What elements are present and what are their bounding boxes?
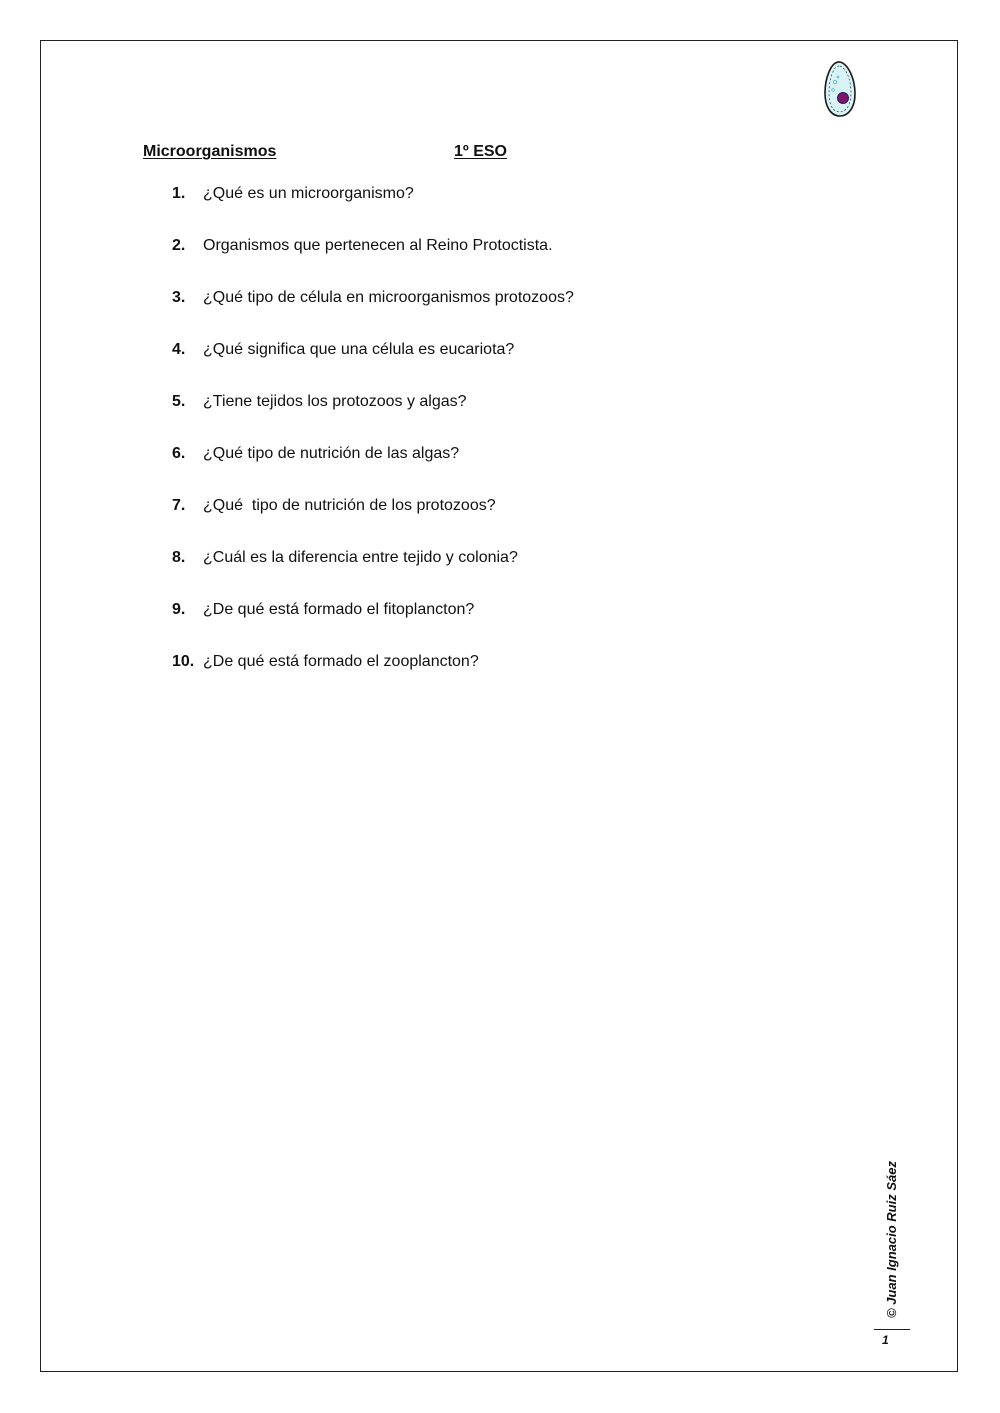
worksheet-header: [143, 141, 507, 163]
question-item: [172, 495, 574, 547]
copyright-notice: © Juan Ignacio Ruiz Sáez: [884, 1161, 899, 1318]
question-text: ¿Tiene tejidos los protozoos y algas?: [203, 393, 467, 410]
question-text: ¿Qué significa que una célula es eucariota?: [203, 341, 515, 358]
question-text: ¿Qué es un microorganismo?: [203, 185, 414, 202]
question-item: [172, 235, 574, 287]
question-item: [172, 547, 574, 599]
question-number: 2.: [172, 237, 186, 254]
question-number: 3.: [172, 289, 186, 306]
question-text: ¿Qué tipo de nutrición de las algas?: [203, 445, 460, 462]
course-level: 1º ESO: [454, 143, 507, 160]
question-text: ¿Qué tipo de célula en microorganismos protozoos?: [203, 289, 574, 306]
nucleus: [838, 93, 849, 104]
question-text: ¿De qué está formado el zooplancton?: [203, 653, 479, 670]
protozoan-cell-icon: [822, 60, 858, 118]
question-number: 5.: [172, 393, 186, 410]
question-number: 10.: [172, 653, 195, 670]
question-list: [172, 183, 574, 703]
footer-divider: [874, 1329, 910, 1330]
question-number: 7.: [172, 497, 186, 514]
question-item: [172, 443, 574, 495]
question-item: [172, 599, 574, 651]
cell-membrane: [825, 62, 855, 116]
worksheet-title: Microorganismos: [143, 143, 277, 160]
question-text: ¿Qué tipo de nutrición de los protozoos?: [203, 497, 496, 514]
question-item: [172, 651, 574, 703]
question-number: 4.: [172, 341, 186, 358]
question-number: 1.: [172, 185, 186, 202]
question-item: [172, 183, 574, 235]
question-item: [172, 287, 574, 339]
question-text: Organismos que pertenecen al Reino Protoctista.: [203, 237, 553, 254]
question-item: [172, 391, 574, 443]
question-number: 8.: [172, 549, 186, 566]
page-number: 1: [882, 1333, 889, 1347]
question-item: [172, 339, 574, 391]
question-number: 9.: [172, 601, 186, 618]
question-text: ¿Cuál es la diferencia entre tejido y colonia?: [203, 549, 518, 566]
question-number: 6.: [172, 445, 186, 462]
question-text: ¿De qué está formado el fitoplancton?: [203, 601, 475, 618]
